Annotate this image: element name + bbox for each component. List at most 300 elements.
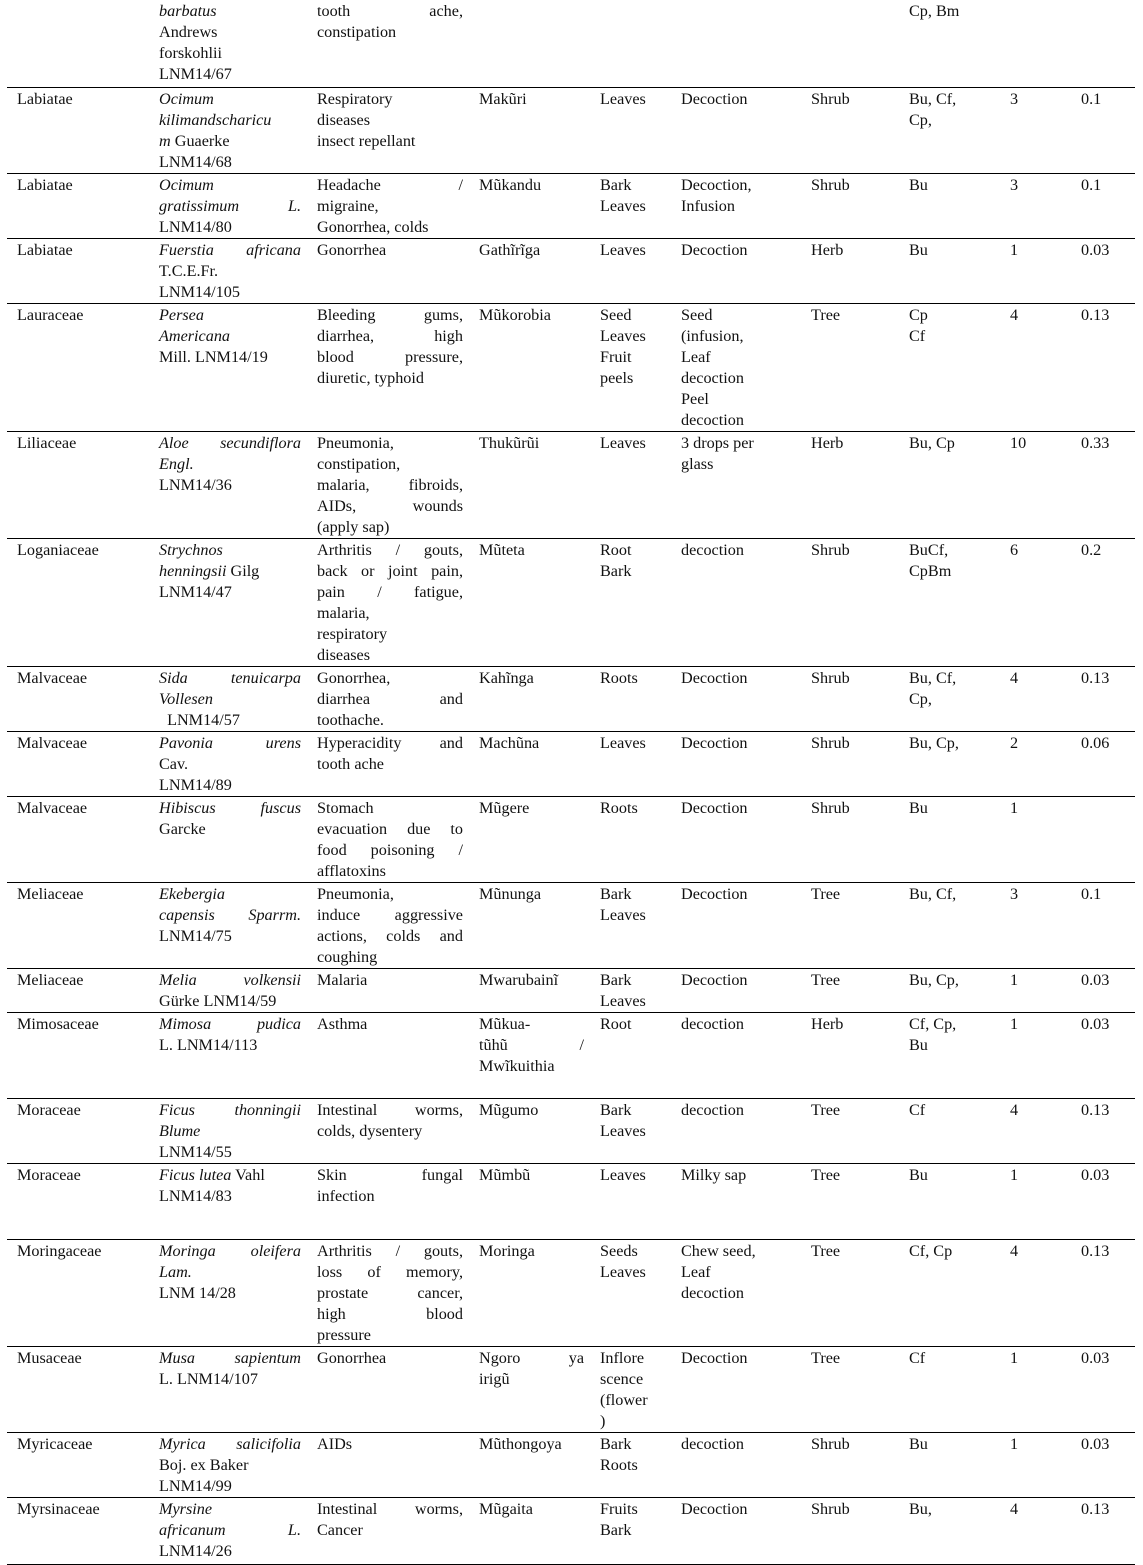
habit-cell: Shrub bbox=[801, 1497, 899, 1564]
habit-cell: Shrub bbox=[801, 538, 899, 666]
count-cell: 4 bbox=[1000, 1098, 1071, 1163]
table-row bbox=[7, 1346, 1135, 1432]
ufl-cell: 0.33 bbox=[1071, 431, 1135, 538]
local-name-cell bbox=[469, 882, 590, 968]
habit-cell: Tree bbox=[801, 882, 899, 968]
species-line bbox=[159, 970, 301, 991]
method-cell bbox=[671, 173, 801, 238]
local-line: Mũkandu bbox=[479, 175, 542, 194]
local-line: Mũgaita bbox=[479, 1499, 533, 1518]
region-line: Bu, bbox=[909, 1499, 932, 1518]
local-name-cell bbox=[469, 968, 590, 1012]
local-line bbox=[479, 1, 584, 22]
method-cell bbox=[671, 0, 801, 87]
part-line: Fruit bbox=[600, 347, 632, 366]
method-cell bbox=[671, 1239, 801, 1346]
local-name-cell bbox=[469, 1346, 590, 1432]
species-name-italic: Ficus lutea bbox=[159, 1165, 232, 1184]
family-cell: Liliaceae bbox=[7, 431, 149, 538]
part-line: Seed bbox=[600, 305, 632, 324]
species-line bbox=[159, 819, 301, 840]
part-cell bbox=[590, 1239, 671, 1346]
species-name-italic: Moringa oleifera bbox=[159, 1241, 301, 1260]
family-cell: Moraceae bbox=[7, 1163, 149, 1239]
uses_lines-line: Pneumonia, bbox=[317, 884, 394, 903]
region-cell bbox=[899, 0, 1000, 87]
table-row bbox=[7, 1012, 1135, 1098]
method-line: decoction bbox=[681, 410, 744, 429]
species-authority: Cav. bbox=[159, 754, 189, 773]
uses-cell bbox=[307, 1346, 469, 1432]
local-name-cell bbox=[469, 731, 590, 796]
uses_lines-line: high blood bbox=[317, 1304, 463, 1323]
species-cell bbox=[149, 238, 307, 303]
uses_lines-line: loss of memory, bbox=[317, 1262, 463, 1281]
local-line: Thukũrũi bbox=[479, 433, 540, 452]
uses_lines-line: Asthma bbox=[317, 1014, 368, 1033]
method-line: Decoction bbox=[681, 1348, 748, 1367]
method-cell bbox=[671, 666, 801, 731]
species-authority: LNM14/47 bbox=[159, 582, 232, 601]
species-line bbox=[159, 582, 301, 603]
species-cell bbox=[149, 666, 307, 731]
region-cell bbox=[899, 1497, 1000, 1564]
region-cell bbox=[899, 87, 1000, 173]
uses_lines-line: evacuation due to bbox=[317, 819, 463, 838]
family-cell: Lauraceae bbox=[7, 303, 149, 431]
local-line: Ngoro ya bbox=[479, 1348, 584, 1367]
region-cell bbox=[899, 173, 1000, 238]
uses_lines-line: diseases bbox=[317, 645, 371, 664]
uses-cell bbox=[307, 87, 469, 173]
method-line: 3 drops per bbox=[681, 433, 754, 452]
region-cell bbox=[899, 731, 1000, 796]
local-name-cell bbox=[469, 431, 590, 538]
region-cell bbox=[899, 303, 1000, 431]
species-authority: LNM14/75 bbox=[159, 926, 232, 945]
species-cell bbox=[149, 968, 307, 1012]
region-line: Cp bbox=[909, 305, 928, 324]
uses_lines-line: Gonorrhea, colds bbox=[317, 217, 429, 236]
habit-cell: Tree bbox=[801, 303, 899, 431]
method-line bbox=[681, 1, 795, 22]
local-name-cell bbox=[469, 1432, 590, 1497]
local-name-cell bbox=[469, 87, 590, 173]
count-cell: 6 bbox=[1000, 538, 1071, 666]
uses_lines-line: infection bbox=[317, 1186, 375, 1205]
method-line: Decoction, bbox=[681, 175, 752, 194]
part-cell bbox=[590, 87, 671, 173]
uses_lines-line: toothache. bbox=[317, 710, 384, 729]
habit-cell: Tree bbox=[801, 1163, 899, 1239]
uses_lines-line: Bleeding gums, bbox=[317, 305, 463, 324]
table-row bbox=[7, 882, 1135, 968]
habit-cell: Shrub bbox=[801, 1432, 899, 1497]
family-cell: Loganiaceae bbox=[7, 538, 149, 666]
species-name-italic: Hibiscus fuscus bbox=[159, 798, 301, 817]
habit-cell: Herb bbox=[801, 1012, 899, 1098]
part-line: peels bbox=[600, 368, 634, 387]
method-line: Peel bbox=[681, 389, 709, 408]
method-line: glass bbox=[681, 454, 714, 473]
method-line: Seed bbox=[681, 305, 713, 324]
part-line: Bark bbox=[600, 175, 632, 194]
region-line: Cf bbox=[909, 1100, 926, 1119]
species-name-italic: henningsii bbox=[159, 561, 227, 580]
method-cell bbox=[671, 796, 801, 882]
species-cell bbox=[149, 1012, 307, 1098]
species-line bbox=[159, 1121, 301, 1142]
uses_lines-line: Intestinal worms, bbox=[317, 1100, 463, 1119]
ufl-cell: 0.1 bbox=[1071, 173, 1135, 238]
region-line: Bu bbox=[909, 1035, 928, 1054]
species-line bbox=[159, 240, 301, 261]
method-line: Decoction bbox=[681, 970, 748, 989]
species-line bbox=[159, 1455, 301, 1476]
local-line: Mũgumo bbox=[479, 1100, 539, 1119]
species-cell bbox=[149, 1163, 307, 1239]
uses_lines-line: diarrhea and bbox=[317, 689, 463, 708]
species-authority: LNM14/55 bbox=[159, 1142, 232, 1161]
species-line bbox=[159, 1499, 301, 1520]
uses_lines-line: AIDs bbox=[317, 1434, 353, 1453]
species-name-italic: Ocimum bbox=[159, 175, 214, 194]
species-cell bbox=[149, 87, 307, 173]
uses_lines-line: Gonorrhea bbox=[317, 240, 387, 259]
uses-cell bbox=[307, 238, 469, 303]
ufl-cell: 0.03 bbox=[1071, 1346, 1135, 1432]
table-row bbox=[7, 0, 1135, 87]
part-line bbox=[600, 1, 665, 22]
table-row bbox=[7, 173, 1135, 238]
species-line bbox=[159, 1476, 301, 1497]
part-cell bbox=[590, 538, 671, 666]
ufl-cell: 0.03 bbox=[1071, 1432, 1135, 1497]
species-line bbox=[159, 884, 301, 905]
part-line: scence bbox=[600, 1369, 644, 1388]
part-cell bbox=[590, 796, 671, 882]
species-name-italic: Myrsine bbox=[159, 1499, 213, 1518]
table-row bbox=[7, 1163, 1135, 1239]
region-cell bbox=[899, 666, 1000, 731]
uses_lines-line: Gonorrhea, bbox=[317, 668, 391, 687]
table-row bbox=[7, 731, 1135, 796]
species-cell bbox=[149, 0, 307, 87]
local-line: tũhũ / bbox=[479, 1035, 584, 1054]
count-cell: 1 bbox=[1000, 1012, 1071, 1098]
local-name-cell bbox=[469, 0, 590, 87]
table-row bbox=[7, 238, 1135, 303]
method-line: (infusion, bbox=[681, 326, 744, 345]
part-cell bbox=[590, 431, 671, 538]
species-cell bbox=[149, 1239, 307, 1346]
species-line bbox=[159, 217, 301, 238]
method-cell bbox=[671, 1098, 801, 1163]
part-cell bbox=[590, 1163, 671, 1239]
count-cell: 4 bbox=[1000, 1497, 1071, 1564]
species-line bbox=[159, 1348, 301, 1369]
species-name-italic: Vollesen bbox=[159, 689, 213, 708]
table-row bbox=[7, 1098, 1135, 1163]
species-line bbox=[159, 540, 301, 561]
method-cell bbox=[671, 87, 801, 173]
region-cell bbox=[899, 538, 1000, 666]
species-name-italic: barbatus bbox=[159, 2, 217, 20]
part-line: Leaves bbox=[600, 196, 646, 215]
part-cell bbox=[590, 968, 671, 1012]
table-row bbox=[7, 666, 1135, 731]
part-line: Root bbox=[600, 1014, 632, 1033]
ufl-cell: 0.13 bbox=[1071, 1497, 1135, 1564]
method-line: Decoction bbox=[681, 1499, 748, 1518]
local-line: Mwĩkuithia bbox=[479, 1056, 555, 1075]
part-cell bbox=[590, 0, 671, 87]
species-line bbox=[159, 282, 301, 303]
count-cell: 2 bbox=[1000, 731, 1071, 796]
uses_lines-line: actions, colds and bbox=[317, 926, 463, 945]
family-cell bbox=[7, 0, 149, 87]
method-line: Chew seed, bbox=[681, 1241, 756, 1260]
method-cell bbox=[671, 538, 801, 666]
region-line: Bu, Cp bbox=[909, 433, 955, 452]
part-line: Leaves bbox=[600, 326, 646, 345]
species-authority: Gürke LNM14/59 bbox=[159, 991, 277, 1010]
species-authority: LNM14/67 bbox=[159, 65, 232, 83]
method-cell bbox=[671, 303, 801, 431]
uses_lines-line: pain / fatigue, bbox=[317, 582, 463, 601]
species-cell bbox=[149, 431, 307, 538]
uses_lines-line: Skin fungal bbox=[317, 1165, 463, 1184]
uses-cell bbox=[307, 173, 469, 238]
part-line: Seeds bbox=[600, 1241, 638, 1260]
species-authority: Gilg bbox=[226, 561, 260, 580]
species-authority: L. LNM14/107 bbox=[159, 1369, 258, 1388]
region-line: Cf, Cp, bbox=[909, 1014, 957, 1033]
species-name-italic: Melia volkensii bbox=[159, 970, 301, 989]
local-name-cell bbox=[469, 666, 590, 731]
method-line: Milky sap bbox=[681, 1165, 747, 1184]
local-line: Mũgere bbox=[479, 798, 530, 817]
local-name-cell bbox=[469, 1012, 590, 1098]
habit-cell: Shrub bbox=[801, 87, 899, 173]
method-cell bbox=[671, 1432, 801, 1497]
ufl-cell: 0.03 bbox=[1071, 968, 1135, 1012]
uses_lines-line: migraine, bbox=[317, 196, 379, 215]
method-line: Infusion bbox=[681, 196, 735, 215]
region-line: Bu bbox=[909, 1434, 928, 1453]
species-name-italic: africanum L. bbox=[159, 1520, 301, 1539]
local-line: Mũteta bbox=[479, 540, 525, 559]
species-name-italic: Mimosa pudica bbox=[159, 1014, 301, 1033]
count-cell: 1 bbox=[1000, 1346, 1071, 1432]
species-authority: Guaerke bbox=[170, 131, 230, 150]
species-line bbox=[159, 1035, 301, 1056]
part-cell bbox=[590, 1432, 671, 1497]
method-cell bbox=[671, 431, 801, 538]
species-name-italic: Aloe secundiflora bbox=[159, 433, 301, 452]
species-name-italic: kilimandscharicu bbox=[159, 110, 272, 129]
uses_lines-line: blood pressure, bbox=[317, 347, 463, 366]
method-line: decoction bbox=[681, 368, 744, 387]
species-authority: L. LNM14/113 bbox=[159, 1035, 258, 1054]
species-line bbox=[159, 131, 301, 152]
uses_lines-line: (apply sap) bbox=[317, 517, 390, 536]
region-line: Cp, Bm bbox=[909, 2, 960, 20]
uses_lines-line: Stomach bbox=[317, 798, 374, 817]
species-authority: LNM14/99 bbox=[159, 1476, 232, 1495]
region-line: Bu, Cf, bbox=[909, 668, 957, 687]
region-cell bbox=[899, 238, 1000, 303]
count-cell: 3 bbox=[1000, 882, 1071, 968]
method-cell bbox=[671, 731, 801, 796]
species-line bbox=[159, 775, 301, 796]
count-cell: 10 bbox=[1000, 431, 1071, 538]
uses_lines-line: afflatoxins bbox=[317, 861, 386, 880]
species-line bbox=[159, 754, 301, 775]
habit-cell: Tree bbox=[801, 968, 899, 1012]
part-line: Leaves bbox=[600, 1121, 646, 1140]
species-cell bbox=[149, 882, 307, 968]
uses_lines-line: AIDs, wounds bbox=[317, 496, 463, 515]
uses-cell bbox=[307, 882, 469, 968]
part-line: Leaves bbox=[600, 1165, 646, 1184]
part-line: Leaves bbox=[600, 1262, 646, 1281]
species-authority: LNM14/36 bbox=[159, 475, 232, 494]
method-line: decoction bbox=[681, 1014, 744, 1033]
uses_lines-line: Cancer bbox=[317, 1520, 363, 1539]
species-authority: Garcke bbox=[159, 819, 206, 838]
method-line: Decoction bbox=[681, 240, 748, 259]
species-authority: Mill. LNM14/19 bbox=[159, 347, 268, 366]
species-line bbox=[159, 1100, 301, 1121]
count-cell: 4 bbox=[1000, 1239, 1071, 1346]
part-cell bbox=[590, 238, 671, 303]
part-line: Leaves bbox=[600, 240, 646, 259]
species-cell bbox=[149, 173, 307, 238]
region-line: BuCf, bbox=[909, 540, 949, 559]
count-cell: 3 bbox=[1000, 87, 1071, 173]
part-line: Leaves bbox=[600, 905, 646, 924]
habit-cell bbox=[801, 0, 899, 87]
count-cell: 1 bbox=[1000, 796, 1071, 882]
method-line: Decoction bbox=[681, 89, 748, 108]
species-name-italic: Ficus thonningii bbox=[159, 1100, 301, 1119]
ufl-cell: 0.13 bbox=[1071, 666, 1135, 731]
habit-cell: Shrub bbox=[801, 173, 899, 238]
local-line: Mũmbũ bbox=[479, 1165, 531, 1184]
species-authority: forskohlii bbox=[159, 44, 222, 62]
ufl-cell: 0.03 bbox=[1071, 1163, 1135, 1239]
family-cell: Labiatae bbox=[7, 173, 149, 238]
region-line: Bu, Cp, bbox=[909, 970, 959, 989]
family-cell: Malvaceae bbox=[7, 731, 149, 796]
family-cell: Malvaceae bbox=[7, 796, 149, 882]
species-name-italic: m bbox=[159, 131, 171, 150]
local-name-cell bbox=[469, 796, 590, 882]
ufl-cell: 0.1 bbox=[1071, 882, 1135, 968]
local-name-cell bbox=[469, 1098, 590, 1163]
species-line bbox=[159, 152, 301, 173]
table-row bbox=[7, 1239, 1135, 1346]
species-authority: Vahl bbox=[231, 1165, 265, 1184]
uses_lines-line: Respiratory bbox=[317, 89, 393, 108]
local-line: Gathĩrĩga bbox=[479, 240, 541, 259]
species-cell bbox=[149, 1098, 307, 1163]
habit-cell: Shrub bbox=[801, 796, 899, 882]
uses_lines-line: coughing bbox=[317, 947, 378, 966]
uses_lines-line: back or joint pain, bbox=[317, 561, 463, 580]
table-row bbox=[7, 1497, 1135, 1564]
count-cell: 4 bbox=[1000, 666, 1071, 731]
part-line: Fruits bbox=[600, 1499, 638, 1518]
local-name-cell bbox=[469, 303, 590, 431]
habit-cell: Tree bbox=[801, 1098, 899, 1163]
family-cell: Malvaceae bbox=[7, 666, 149, 731]
table-row bbox=[7, 968, 1135, 1012]
table-row bbox=[7, 538, 1135, 666]
species-name-italic: Sida tenuicarpa bbox=[159, 668, 301, 687]
family-cell: Labiatae bbox=[7, 238, 149, 303]
species-authority: LNM14/57 bbox=[159, 710, 240, 729]
uses_lines-line: Headache / bbox=[317, 175, 463, 194]
region-cell bbox=[899, 882, 1000, 968]
species-authority: LNM14/80 bbox=[159, 217, 232, 236]
species-authority: Andrews bbox=[159, 23, 218, 41]
species-line bbox=[159, 905, 301, 926]
species-cell bbox=[149, 303, 307, 431]
uses_lines-line: pressure bbox=[317, 1325, 371, 1344]
species-name-italic: gratissimum L. bbox=[159, 196, 301, 215]
count-cell: 1 bbox=[1000, 968, 1071, 1012]
method-line: decoction bbox=[681, 540, 744, 559]
species-line bbox=[159, 64, 301, 85]
uses_lines-line: diarrhea, high bbox=[317, 326, 463, 345]
species-name-italic: Engl. bbox=[159, 454, 194, 473]
part-line: ) bbox=[600, 1411, 606, 1430]
region-line: Cf bbox=[909, 326, 926, 345]
species-authority: LNM 14/28 bbox=[159, 1283, 236, 1302]
local-name-cell bbox=[469, 1163, 590, 1239]
species-line bbox=[159, 1434, 301, 1455]
uses_lines-line: Intestinal worms, bbox=[317, 1499, 463, 1518]
method-line: Decoction bbox=[681, 733, 748, 752]
species-line bbox=[159, 668, 301, 689]
part-cell bbox=[590, 1346, 671, 1432]
uses_lines-line: Malaria bbox=[317, 970, 368, 989]
local-name-cell bbox=[469, 538, 590, 666]
species-line bbox=[159, 1541, 301, 1562]
species-line bbox=[159, 991, 301, 1012]
part-line: Roots bbox=[600, 1455, 638, 1474]
part-line: Roots bbox=[600, 668, 638, 687]
species-name-italic: Ekebergia bbox=[159, 884, 225, 903]
ufl-cell: 0.13 bbox=[1071, 303, 1135, 431]
table-body bbox=[7, 0, 1135, 1564]
part-cell bbox=[590, 1098, 671, 1163]
ethnobotany-table bbox=[7, 0, 1135, 1565]
ufl-cell: 0.2 bbox=[1071, 538, 1135, 666]
uses-cell bbox=[307, 666, 469, 731]
habit-cell: Tree bbox=[801, 1346, 899, 1432]
local-line: Moringa bbox=[479, 1241, 535, 1260]
region-line: Cp, bbox=[909, 689, 932, 708]
part-line: Bark bbox=[600, 1434, 632, 1453]
local-line: Makũri bbox=[479, 89, 527, 108]
species-line bbox=[159, 1283, 301, 1304]
species-cell bbox=[149, 1432, 307, 1497]
family-cell: Myricaceae bbox=[7, 1432, 149, 1497]
uses-cell bbox=[307, 1012, 469, 1098]
